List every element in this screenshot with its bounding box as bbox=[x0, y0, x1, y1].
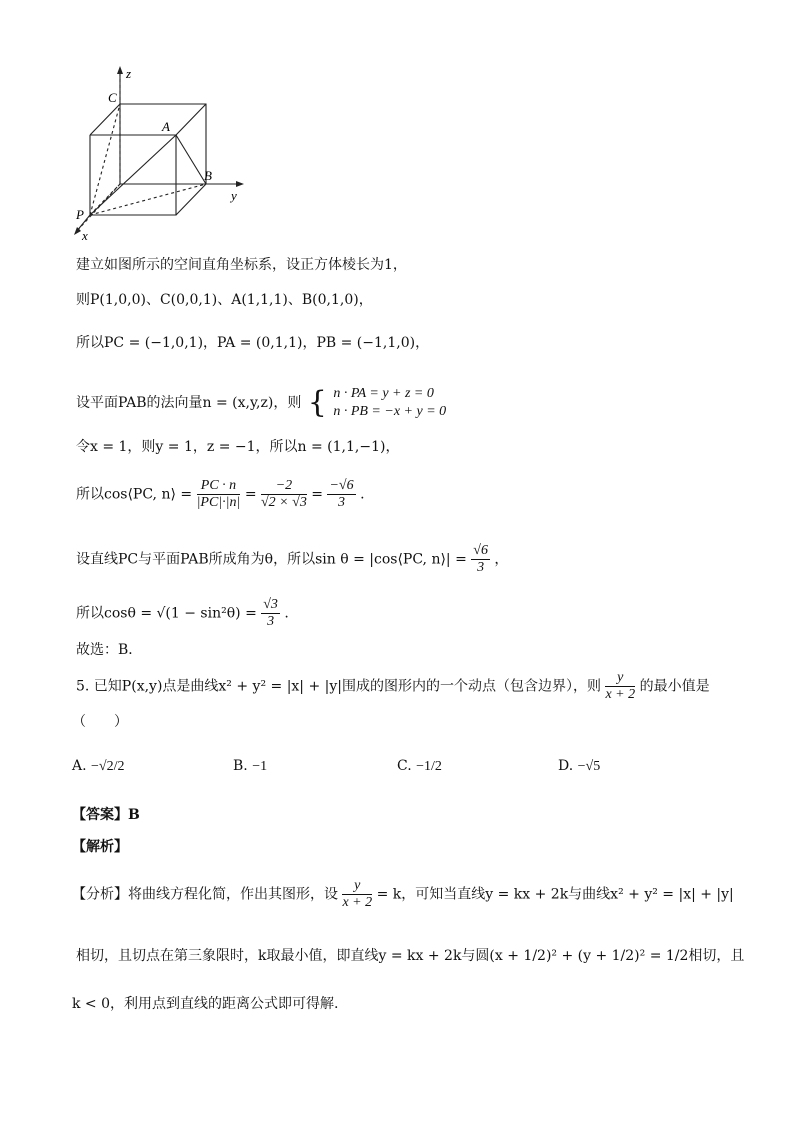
analysis-line-2: 相切，且切点在第三象限时，k取最小值，即直线y = kx + 2k与圆(x + 1/2)² + (y + 1/2)² = 1/2相切，且 bbox=[76, 948, 745, 964]
label-A: A bbox=[162, 119, 170, 134]
analysis-frac bbox=[342, 878, 372, 911]
segment-PC bbox=[90, 104, 120, 215]
segment-AB bbox=[176, 135, 206, 184]
question-5-frac bbox=[605, 670, 635, 703]
label-y: y bbox=[231, 188, 237, 203]
sin-frac bbox=[471, 543, 490, 576]
solution-line-9: 故选：B． bbox=[76, 642, 143, 658]
equals: = bbox=[311, 486, 324, 503]
choice-d-label: D. bbox=[558, 758, 574, 774]
choice-a-value: −√2/2 bbox=[91, 759, 125, 774]
choice-b-value: −1 bbox=[252, 759, 268, 774]
normal-vector-intro: 设平面PAB的法向量n = (x,y,z)，则 bbox=[76, 395, 302, 411]
cos-theta-frac-num: √3 bbox=[263, 597, 278, 612]
x-arrow bbox=[74, 227, 81, 235]
cos-frac-2 bbox=[261, 478, 307, 511]
label-x: x bbox=[82, 228, 88, 243]
cos-theta-frac bbox=[261, 597, 280, 630]
question-5-frac-num: y bbox=[605, 670, 635, 687]
question-5-stem-text: 5. 已知P(x,y)点是曲线x² + y² = |x| + |y|围成的图形内的一个动点（包含边界），则 bbox=[76, 678, 601, 695]
comma: ， bbox=[494, 551, 509, 568]
analysis-line-1-end: = k，可知当直线y = kx + 2k与曲线x² + y² = |x| + |y| bbox=[376, 886, 734, 903]
cube-edge bbox=[176, 104, 206, 135]
y-arrow bbox=[236, 181, 244, 187]
choice-c-label: C. bbox=[397, 758, 412, 774]
solution-line-5: 令x = 1，则y = 1，z = −1，所以n = (1,1,−1)， bbox=[76, 439, 400, 455]
analysis-line-1-text: 【分析】将曲线方程化简，作出其图形，设 bbox=[72, 886, 338, 903]
cos-frac-2-num: −2 bbox=[261, 478, 307, 495]
solution-line-3: 所以PC = (−1,0,1)，PA = (0,1,1)，PB = (−1,1,0)， bbox=[76, 335, 430, 351]
label-P: P bbox=[76, 207, 84, 222]
equals: = bbox=[244, 486, 257, 503]
solution-line-8 bbox=[76, 597, 289, 630]
period: . bbox=[360, 486, 365, 503]
z-arrow bbox=[117, 66, 123, 74]
solution-line-2: 则P(1,0,0)、C(0,0,1)、A(1,1,1)、B(0,1,0)， bbox=[76, 292, 373, 308]
sin-theta-text: 设直线PC与平面PAB所成角为θ，所以sin θ = |cos⟨PC, n⟩| = bbox=[76, 551, 467, 568]
choice-a[interactable] bbox=[72, 758, 124, 775]
cos-label: 所以cos⟨PC, n⟩ = bbox=[76, 486, 193, 503]
cos-frac-1 bbox=[197, 478, 241, 511]
question-5-stem bbox=[76, 670, 710, 703]
label-C: C bbox=[108, 90, 117, 105]
choice-d-value: −√5 bbox=[577, 759, 601, 774]
label-B: B bbox=[204, 168, 212, 183]
analysis-frac-den: x + 2 bbox=[342, 895, 373, 910]
cos-theta-text: 所以cosθ = √(1 − sin²θ) = bbox=[76, 605, 257, 622]
cos-theta-frac-den: 3 bbox=[267, 614, 275, 629]
cos-frac-1-num: PC · n bbox=[197, 478, 241, 495]
cos-frac-3 bbox=[327, 478, 355, 511]
cube-back-face bbox=[120, 104, 206, 184]
cos-frac-3-den: 3 bbox=[338, 495, 346, 510]
period: . bbox=[284, 605, 289, 622]
choice-b-label: B. bbox=[233, 758, 248, 774]
question-5-stem-end: 的最小值是 bbox=[639, 678, 710, 695]
question-5-paren: （ ） bbox=[72, 714, 128, 730]
sin-frac-den: 3 bbox=[477, 560, 485, 575]
analysis-line-3: k < 0，利用点到直线的距离公式即可得解. bbox=[72, 996, 339, 1012]
cube-edge bbox=[176, 184, 206, 215]
choice-c-value: −1/2 bbox=[416, 759, 442, 774]
choice-c[interactable] bbox=[397, 758, 442, 775]
solution-line-6 bbox=[76, 478, 365, 511]
question-5-frac-den: x + 2 bbox=[605, 687, 636, 702]
choice-a-label: A. bbox=[72, 758, 87, 774]
label-z: z bbox=[126, 66, 132, 81]
analysis-line-1 bbox=[72, 878, 734, 911]
cos-frac-3-num: −√6 bbox=[329, 478, 354, 493]
system-eq-1: n · PA = y + z = 0 bbox=[333, 386, 434, 401]
answer: 【答案】B bbox=[72, 807, 140, 823]
solution-line-7 bbox=[76, 543, 508, 576]
cos-frac-1-den: |PC|·|n| bbox=[196, 495, 241, 510]
choice-d[interactable] bbox=[558, 758, 600, 775]
choice-b[interactable] bbox=[233, 758, 267, 775]
cube-coordinate-figure bbox=[68, 62, 258, 244]
system-eq-2: n · PB = −x + y = 0 bbox=[333, 404, 447, 419]
analysis-frac-num: y bbox=[342, 878, 372, 895]
sin-frac-num: √6 bbox=[473, 543, 488, 558]
solution-line-1: 建立如图所示的空间直角坐标系，设正方体棱长为1， bbox=[76, 257, 407, 273]
system-brace: { bbox=[307, 385, 327, 420]
solution-line-4 bbox=[76, 385, 446, 421]
cos-frac-2-den: √2 × √3 bbox=[261, 495, 307, 510]
analysis-title: 【解析】 bbox=[72, 839, 128, 855]
